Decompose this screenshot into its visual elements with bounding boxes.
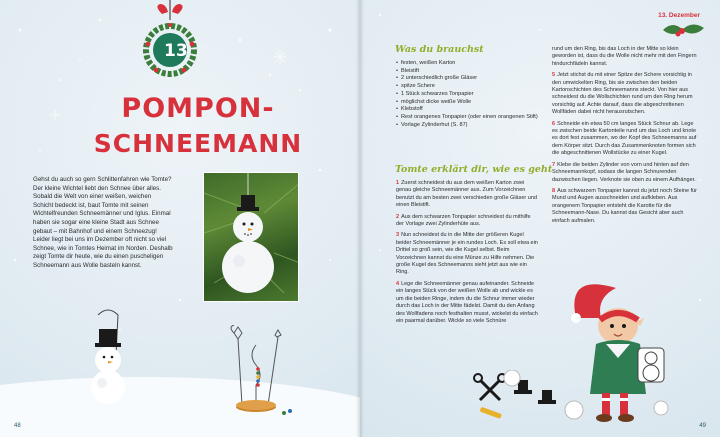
list-item: • festen, weißen Karton: [396, 60, 546, 68]
materials-heading: Was du brauchst: [395, 44, 484, 55]
step-continuation: rund um den Ring, bis das Loch in der Mitte so klein geworden ist, dass du die Wolle nicht mehr mit den Fingern hindurchfädeln kannst.: [552, 46, 697, 67]
step-number: 2: [396, 213, 400, 220]
step-text: Aus schwarzem Tonpapier kannst du jetzt noch Steine für Mund und Augen ausschneiden und aufkleben. Aus orangenem Tonpapier entsteht die Karotte für die Schneemann-Nase. Du kannst das Gesicht aber auch einfach aufmalen.: [552, 187, 697, 224]
step-item: [552, 162, 698, 184]
page-number-right: 49: [699, 423, 706, 429]
step-number: 1: [396, 180, 400, 186]
step-number: 7: [552, 161, 556, 168]
snowman-photo-image: [204, 173, 299, 302]
list-item: • spitze Schere: [396, 83, 546, 91]
list-item: • 1 Stück schwarzes Tonpapier: [396, 91, 546, 99]
step-number: 6: [552, 120, 556, 127]
step-text: Zuerst schneidest du aus dem weißen Karton zwei genau gleiche Schneemänner aus. Zum Vorzeichnen benutzt du am besten zwei verschieden große Gläser und einen Bleistift.: [396, 180, 537, 209]
materials-list: [396, 60, 546, 129]
intro-text: Gehst du auch so gern Schlittenfahren wie Tomte? Der kleine Wichtel liebt den Schnee über alles. Sobald die Welt von einer weißen, weichen Schicht bedeckt ist, baut Tomte mit seinen Wichtelfreunden Schneemänner und Iglus. Einmal haben sie sogar eine kleine Stadt aus Schnee gebaut – mit Bahnhof und einem Schneezug! Leider liegt bei uns im Dezember oft nicht so viel Schnee, wie in Tomtes Heimat im Norden. Deshalb zeigt Tomte dir heute, wie du einen puscheligen Schneemann aus Wolle basteln kannst.: [33, 176, 173, 269]
step-item: [552, 188, 698, 225]
step-item: [396, 281, 540, 325]
list-item: • Vorlage Zylinderhut (S. 87): [396, 122, 546, 130]
step-text: Jetzt stichst du mit einer Spitze der Schere vorsichtig in den umwickelten Ring, bis sie zwischen den beiden Kartonschichten des Schneemanns steckt. Von hier aus schneidest du die Wollschichten rund um den Ring herum vorsichtig auf. Achte darauf, dass die abgeschnittenen Wollfäden dabei nicht herausrutschen.: [552, 72, 693, 116]
list-item: • möglichst dicke weiße Wolle: [396, 99, 546, 107]
tomte-elf-icon: [556, 278, 676, 428]
list-item: • Bleistift: [396, 68, 546, 76]
page-number-left: 48: [14, 423, 21, 429]
step-text: Klebe die beiden Zylinder von vorn und hinten auf den Schneemannkopf, sodass die langen Schnurenden dazwischen liegen. Verknote sie oben zu einem Aufhänger.: [552, 161, 696, 183]
steps-column-1: [396, 180, 540, 329]
page-title-line2: SCHNEEMANN: [93, 129, 303, 158]
page-title-line1: POMPON-: [121, 93, 275, 124]
steps-column-2: [552, 46, 698, 229]
step-item: [396, 214, 540, 229]
step-number: 8: [552, 187, 556, 194]
list-item: • Klebstoff: [396, 106, 546, 114]
step-number: 3: [396, 232, 400, 239]
list-item: • 2 unterschiedlich große Gläser: [396, 75, 546, 83]
step-text: Aus dem schwarzen Tonpapier schneidest du mithilfe der Vorlage zwei Zylinderhüte aus.: [396, 213, 531, 228]
snowman-icon: [78, 305, 138, 405]
holly-icon: [658, 18, 708, 42]
step-text: Schneide ein etwa 50 cm langes Stück Schnur ab. Lege es zwischen beide Kartonteile rund um das Loch und knote es dort fest zusammen, wo der Kopf des Schneemanns auf dem Körper sitzt. Durch das Zusammenknoten formen sich die abgeschnittenen Wollstücke zu einer Kugel.: [552, 120, 697, 157]
step-item: [396, 180, 540, 210]
steps-heading: Tomte erklärt dir, wie es geht: [395, 164, 553, 175]
snow-ground: [0, 377, 360, 437]
wreath-ornament-icon: [140, 0, 200, 80]
craft-supplies-icon: [470, 370, 570, 425]
step-number: 4: [396, 280, 400, 287]
step-item: [552, 121, 698, 158]
ornament-number: 13: [164, 41, 188, 61]
step-text: Lege die Schneemänner genau aufeinander. Schneide ein langes Stück von der weißen Wolle ab und wickle es um die beiden Ringe, indem du die Schnur immer wieder durch das Loch in der Mitte fädelst. Damit du den Anfang des Wollfadens noch festhalten musst, wickelst du einfach ein paarmal darüber. Wickle so viele Schnüre: [396, 280, 538, 324]
photo-holder-stand-icon: [220, 325, 300, 425]
step-text: Nun schneidest du in die Mitte der größeren Kugel beider Schneemänner je ein rundes Loch. Es soll etwa ein Drittel so groß sein, wie die Kugel selbst. Beim Vorzeichnen kannst du eine Münze zu Hilfe nehmen. Die große Kugel des Schneemanns sieht jetzt aus wie ein Ring.: [396, 232, 538, 276]
step-item: [396, 232, 540, 276]
step-item: [552, 72, 698, 116]
step-number: 5: [552, 72, 556, 79]
book-gutter: [356, 0, 364, 437]
date-header: 13. Dezember: [658, 12, 700, 19]
list-item: • Rest orangenes Tonpapier (oder einen orangenen Stift): [396, 114, 546, 122]
snowman-photo: [203, 172, 299, 302]
